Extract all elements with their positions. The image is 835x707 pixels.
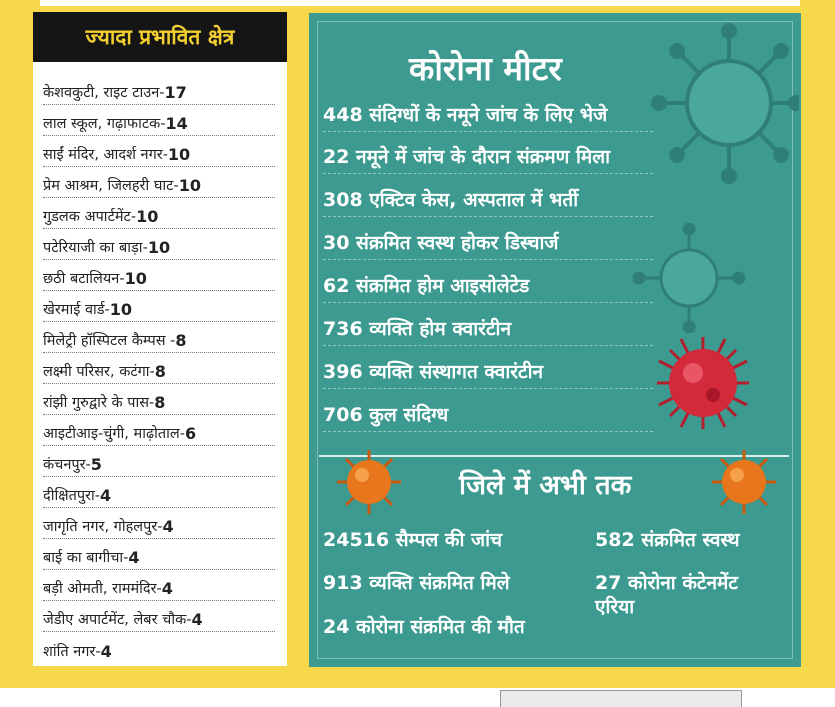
stat-home-quarantine: 736 व्यक्ति होम क्वारंटीन xyxy=(323,318,511,340)
area-name: लाल स्कूल, गढ़ाफाटक- xyxy=(43,116,166,132)
area-name: छठी बटालियन- xyxy=(43,271,125,287)
stat-divider xyxy=(323,216,653,217)
affected-areas-title: ज्यादा प्रभावित क्षेत्र xyxy=(33,12,287,62)
area-name: गुडलक अपार्टमेंट- xyxy=(43,209,137,225)
area-name: खेरमाई वार्ड- xyxy=(43,302,110,318)
district-deaths: 24 कोरोना संक्रमित की मौत xyxy=(323,616,525,638)
stat-samples-positive: 22 नमूने में जांच के दौरान संक्रमण मिला xyxy=(323,146,611,168)
area-count: 10 xyxy=(136,207,159,226)
area-count: 10 xyxy=(109,300,133,319)
stat-divider xyxy=(323,259,653,260)
area-count: 17 xyxy=(164,83,187,102)
area-count: 4 xyxy=(191,610,203,629)
area-name: मिलेट्री हॉस्पिटल कैम्पस - xyxy=(43,333,176,349)
district-samples-tested: 24516 सैम्पल की जांच xyxy=(323,529,503,551)
area-list-item xyxy=(43,74,275,105)
area-list-item xyxy=(43,601,275,632)
area-name: दीक्षितपुरा- xyxy=(43,488,101,504)
district-infected: 913 व्यक्ति संक्रमित मिले xyxy=(323,572,510,594)
area-list-item xyxy=(43,291,275,322)
district-title: जिले में अभी तक xyxy=(459,470,632,501)
area-name: पटेरियाजी का बाड़ा- xyxy=(43,240,148,256)
stat-divider xyxy=(323,345,653,346)
area-list-item xyxy=(43,322,275,353)
affected-areas-panel xyxy=(33,12,287,666)
area-name: साईं मंदिर, आदर्श नगर- xyxy=(43,147,168,163)
area-list-item xyxy=(43,446,275,477)
stat-institutional-quarantine: 396 व्यक्ति संस्थागत क्वारंटीन xyxy=(323,361,544,383)
area-name: जेडीए अपार्टमेंट, लेबर चौक- xyxy=(43,612,192,628)
area-count: 4 xyxy=(100,642,112,661)
area-list-item xyxy=(43,167,275,198)
bottom-tab xyxy=(500,690,742,707)
stat-home-isolated: 62 संक्रमित होम आइसोलेटेड xyxy=(323,275,530,297)
area-name: लक्ष्मी परिसर, कटंगा- xyxy=(43,364,155,380)
area-list-item xyxy=(43,260,275,291)
district-containment-areas: 27 कोरोना कंटेनमेंट एरिया xyxy=(595,572,738,618)
area-count: 10 xyxy=(167,145,191,164)
area-list-item xyxy=(43,198,275,229)
virus-icon xyxy=(639,23,799,203)
area-list-item xyxy=(43,353,275,384)
area-count: 10 xyxy=(124,269,147,288)
stat-divider xyxy=(323,173,653,174)
stat-total-suspects: 706 कुल संदिग्ध xyxy=(323,404,449,426)
area-name: शांति नगर- xyxy=(43,644,101,660)
virus-icon xyxy=(709,447,779,517)
area-name: जागृति नगर, गोहलपुर- xyxy=(43,519,163,535)
area-list-item xyxy=(43,136,275,167)
stat-samples-sent: 448 संदिग्धों के नमूने जांच के लिए भेजे xyxy=(323,104,608,126)
area-name: केशवकुटी, राइट टाउन- xyxy=(43,85,165,101)
area-name: बड़ी ओमती, राममंदिर- xyxy=(43,581,162,597)
stat-divider xyxy=(323,302,653,303)
top-strip xyxy=(40,0,800,6)
area-name: आइटीआइ-चुंगी, माढ़ोताल- xyxy=(43,426,185,442)
virus-icon xyxy=(334,447,404,517)
area-name: बाई का बागीचा- xyxy=(43,550,129,566)
area-count: 8 xyxy=(154,362,166,381)
area-list-item xyxy=(43,415,275,446)
corona-meter-title: कोरोना मीटर xyxy=(409,49,562,88)
area-list-item xyxy=(43,105,275,136)
area-list-item xyxy=(43,384,275,415)
area-count: 4 xyxy=(128,548,140,567)
area-count: 10 xyxy=(147,238,171,257)
area-list-item xyxy=(43,632,275,663)
virus-icon xyxy=(629,223,749,333)
area-list-item xyxy=(43,477,275,508)
area-count: 4 xyxy=(161,579,173,598)
area-count: 14 xyxy=(165,114,188,133)
district-recovered: 582 संक्रमित स्वस्थ xyxy=(595,529,740,551)
stat-discharged: 30 संक्रमित स्वस्थ होकर डिस्चार्ज xyxy=(323,232,559,254)
area-count: 8 xyxy=(175,331,187,350)
area-list-item xyxy=(43,508,275,539)
area-count: 6 xyxy=(184,424,197,443)
area-name: प्रेम आश्रम, जिलहरी घाट- xyxy=(43,178,179,194)
area-count: 5 xyxy=(90,455,102,474)
stat-divider xyxy=(323,131,653,132)
area-count: 4 xyxy=(100,486,112,505)
stat-divider xyxy=(323,431,653,432)
virus-icon xyxy=(651,331,755,435)
area-count: 8 xyxy=(154,393,166,412)
area-count: 4 xyxy=(162,517,174,536)
stat-divider xyxy=(323,388,653,389)
area-count: 10 xyxy=(178,176,201,195)
affected-areas-list xyxy=(43,74,275,663)
stat-active-cases: 308 एक्टिव केस, अस्पताल में भर्ती xyxy=(323,189,579,211)
corona-meter-panel xyxy=(309,13,801,667)
area-list-item xyxy=(43,539,275,570)
area-list-item xyxy=(43,229,275,260)
area-list-item xyxy=(43,570,275,601)
area-name: रांझी गुरुद्वारे के पास- xyxy=(43,395,155,411)
area-name: कंचनपुर- xyxy=(43,457,91,473)
